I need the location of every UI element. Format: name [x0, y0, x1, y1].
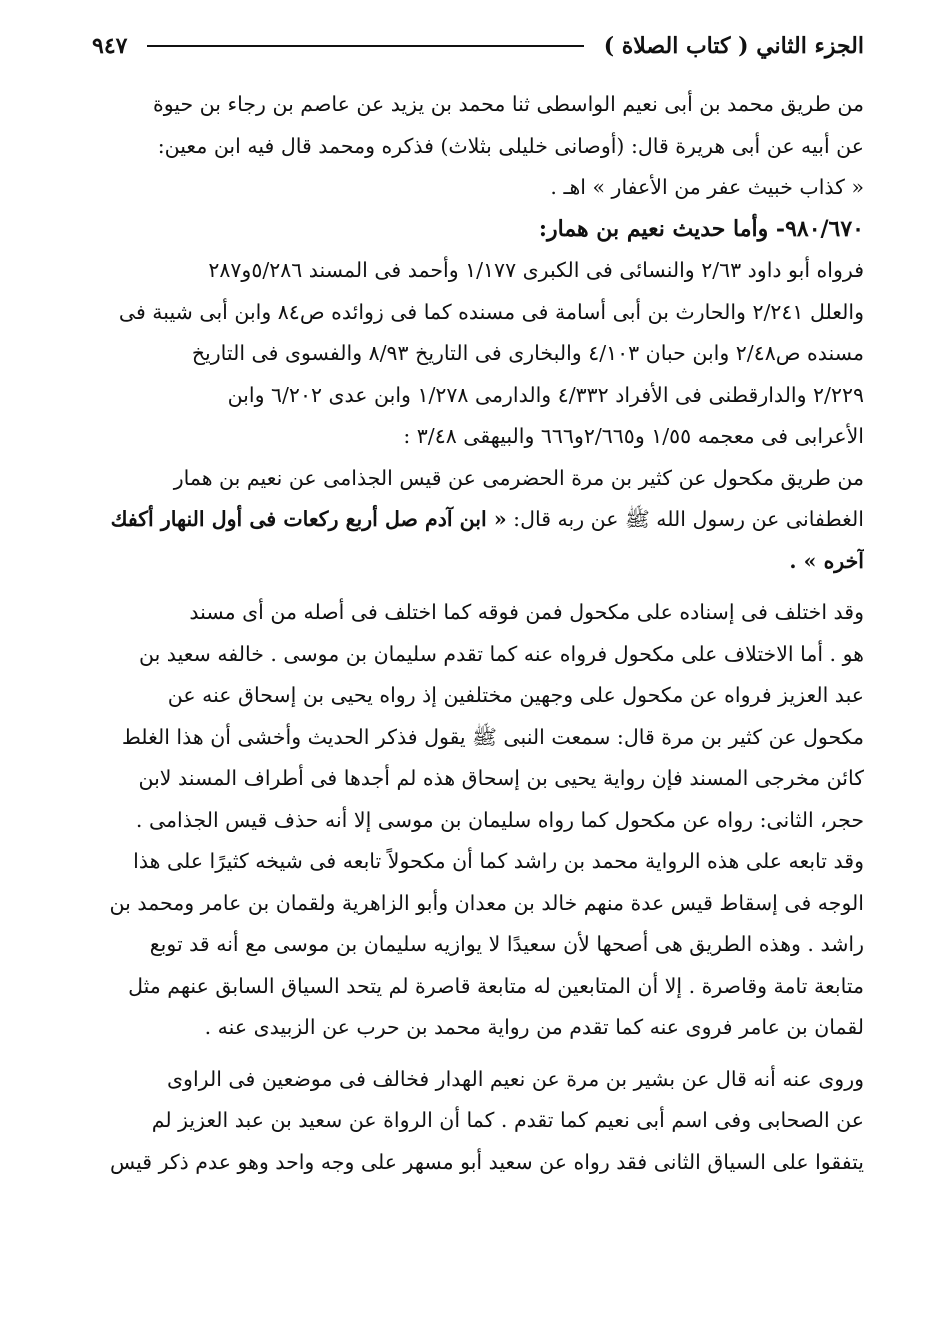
text-segment: الغطفانى عن رسول الله ﷺ عن ربه قال:	[506, 507, 864, 531]
text-line: يتفقوا على السياق الثانى فقد رواه عن سعيد أبو مسهر على وجه واحد وهو عدم ذكر قيس	[109, 1149, 864, 1174]
running-header	[92, 28, 864, 64]
hadith-quote-end: آخره » .	[789, 548, 864, 573]
text-line: متابعة تامة وقاصرة . إلا أن المتابعين له متابعة قاصرة لم يتحد السياق السابق عنهم مثل	[128, 973, 864, 998]
header-rule	[147, 45, 583, 47]
text-line: الوجه فى إسقاط قيس عدة منهم خالد بن معدان وأبو الزاهرية ولقمان بن عامر ومحمد بن	[109, 890, 864, 915]
text-line: وقد تابعه على هذه الرواية محمد بن راشد كما أن مكحولاً تابعه فى شيخه كثيرًا على هذا	[133, 849, 864, 873]
text-line: وروى عنه أنه قال عن بشير بن مرة عن نعيم الهدار فخالف فى موضعين فى الراوى	[167, 1066, 864, 1091]
text-line: « كذاب خبيث عفر من الأعفار » اهـ .	[550, 175, 864, 199]
text-line: حجر، الثانى: رواه عن مكحول كما رواه سليمان بن موسى إلا أنه حذف قيس الجذامى .	[135, 807, 864, 832]
text-line: الأعرابى فى معجمه ١/٥٥ و٢/٦٦٥و٦٦٦ والبيهقى ٣/٤٨ :	[403, 424, 864, 448]
text-line: مكحول عن كثير بن مرة قال: سمعت النبى ﷺ يقول فذكر الحديث وأخشى أن هذا الغلط	[121, 724, 864, 749]
hadith-quote: « ابن آدم صل أربع ركعات فى أول النهار أكفك	[110, 507, 507, 531]
text-line: فرواه أبو داود ٢/٦٣ والنسائى فى الكبرى ١/١٧٧ وأحمد فى المسند ٥/٢٨٦و٢٨٧	[208, 258, 864, 282]
hadith-heading	[92, 209, 864, 251]
text-line: لقمان بن عامر فروى عنه كما تقدم من رواية محمد بن حرب عن الزبيدى عنه .	[204, 1015, 864, 1039]
paragraph-4	[92, 592, 864, 1049]
paragraph-gap	[92, 582, 864, 592]
heading-text: ٩٨٠/٦٧٠- وأما حديث نعيم بن همار:	[538, 215, 864, 242]
paragraph-gap	[92, 1049, 864, 1059]
paragraph-3	[92, 458, 864, 583]
text-line	[92, 499, 864, 541]
text-line: عن أبيه عن أبى هريرة قال: (أوصانى خليلى بثلاث) فذكره ومحمد قال فيه ابن معين:	[157, 133, 864, 158]
text-line: من طريق محمد بن أبى نعيم الواسطى ثنا محمد بن يزيد عن عاصم بن رجاء بن حيوة	[152, 92, 864, 116]
text-line: عبد العزيز فرواه عن مكحول على وجهين مختلفين إذ رواه يحيى بن إسحاق عنه عن	[167, 683, 864, 707]
text-line: مسنده ص٢/٤٨ وابن حبان ٤/١٠٣ والبخارى فى التاريخ ٨/٩٣ والفسوى فى التاريخ	[191, 341, 864, 365]
paragraph-2	[92, 250, 864, 458]
running-title: الجزء الثاني ( كتاب الصلاة )	[603, 33, 864, 59]
text-line: راشد . وهذه الطريق هى أصحها لأن سعيدًا لا يوازيه سليمان بن موسى مع أنه قد توبع	[149, 932, 864, 956]
paragraph-1	[92, 84, 864, 209]
text-line: والعلل ٢/٢٤١ والحارث بن أبى أسامة فى مسنده كما فى زوائده ص٨٤ وابن أبى شيبة فى	[118, 299, 864, 324]
text-line: وقد اختلف فى إسناده على مكحول فمن فوقه كما اختلف فى أصله من أى مسند	[189, 600, 864, 624]
text-line: هو . أما الاختلاف على مكحول فرواه عنه كما تقدم سليمان بن موسى . خالفه سعيد بن	[138, 641, 864, 666]
text-line: عن الصحابى وفى اسم أبى نعيم كما تقدم . كما أن الرواة عن سعيد بن عبد العزيز لم	[151, 1108, 864, 1132]
text-line: من طريق مكحول عن كثير بن مرة الحضرمى عن قيس الجذامى عن نعيم بن همار	[173, 465, 864, 490]
page-number: ٩٤٧	[92, 33, 128, 59]
paragraph-5	[92, 1059, 864, 1184]
text-line: ٢/٢٢٩ والدارقطنى فى الأفراد ٤/٣٣٢ والدارمى ١/٢٧٨ وابن عدى ٦/٢٠٢ وابن	[227, 382, 864, 407]
text-line: كائن مخرجى المسند فإن رواية يحيى بن إسحاق هذه لم أجدها فى أطراف المسند لابن	[138, 766, 864, 790]
